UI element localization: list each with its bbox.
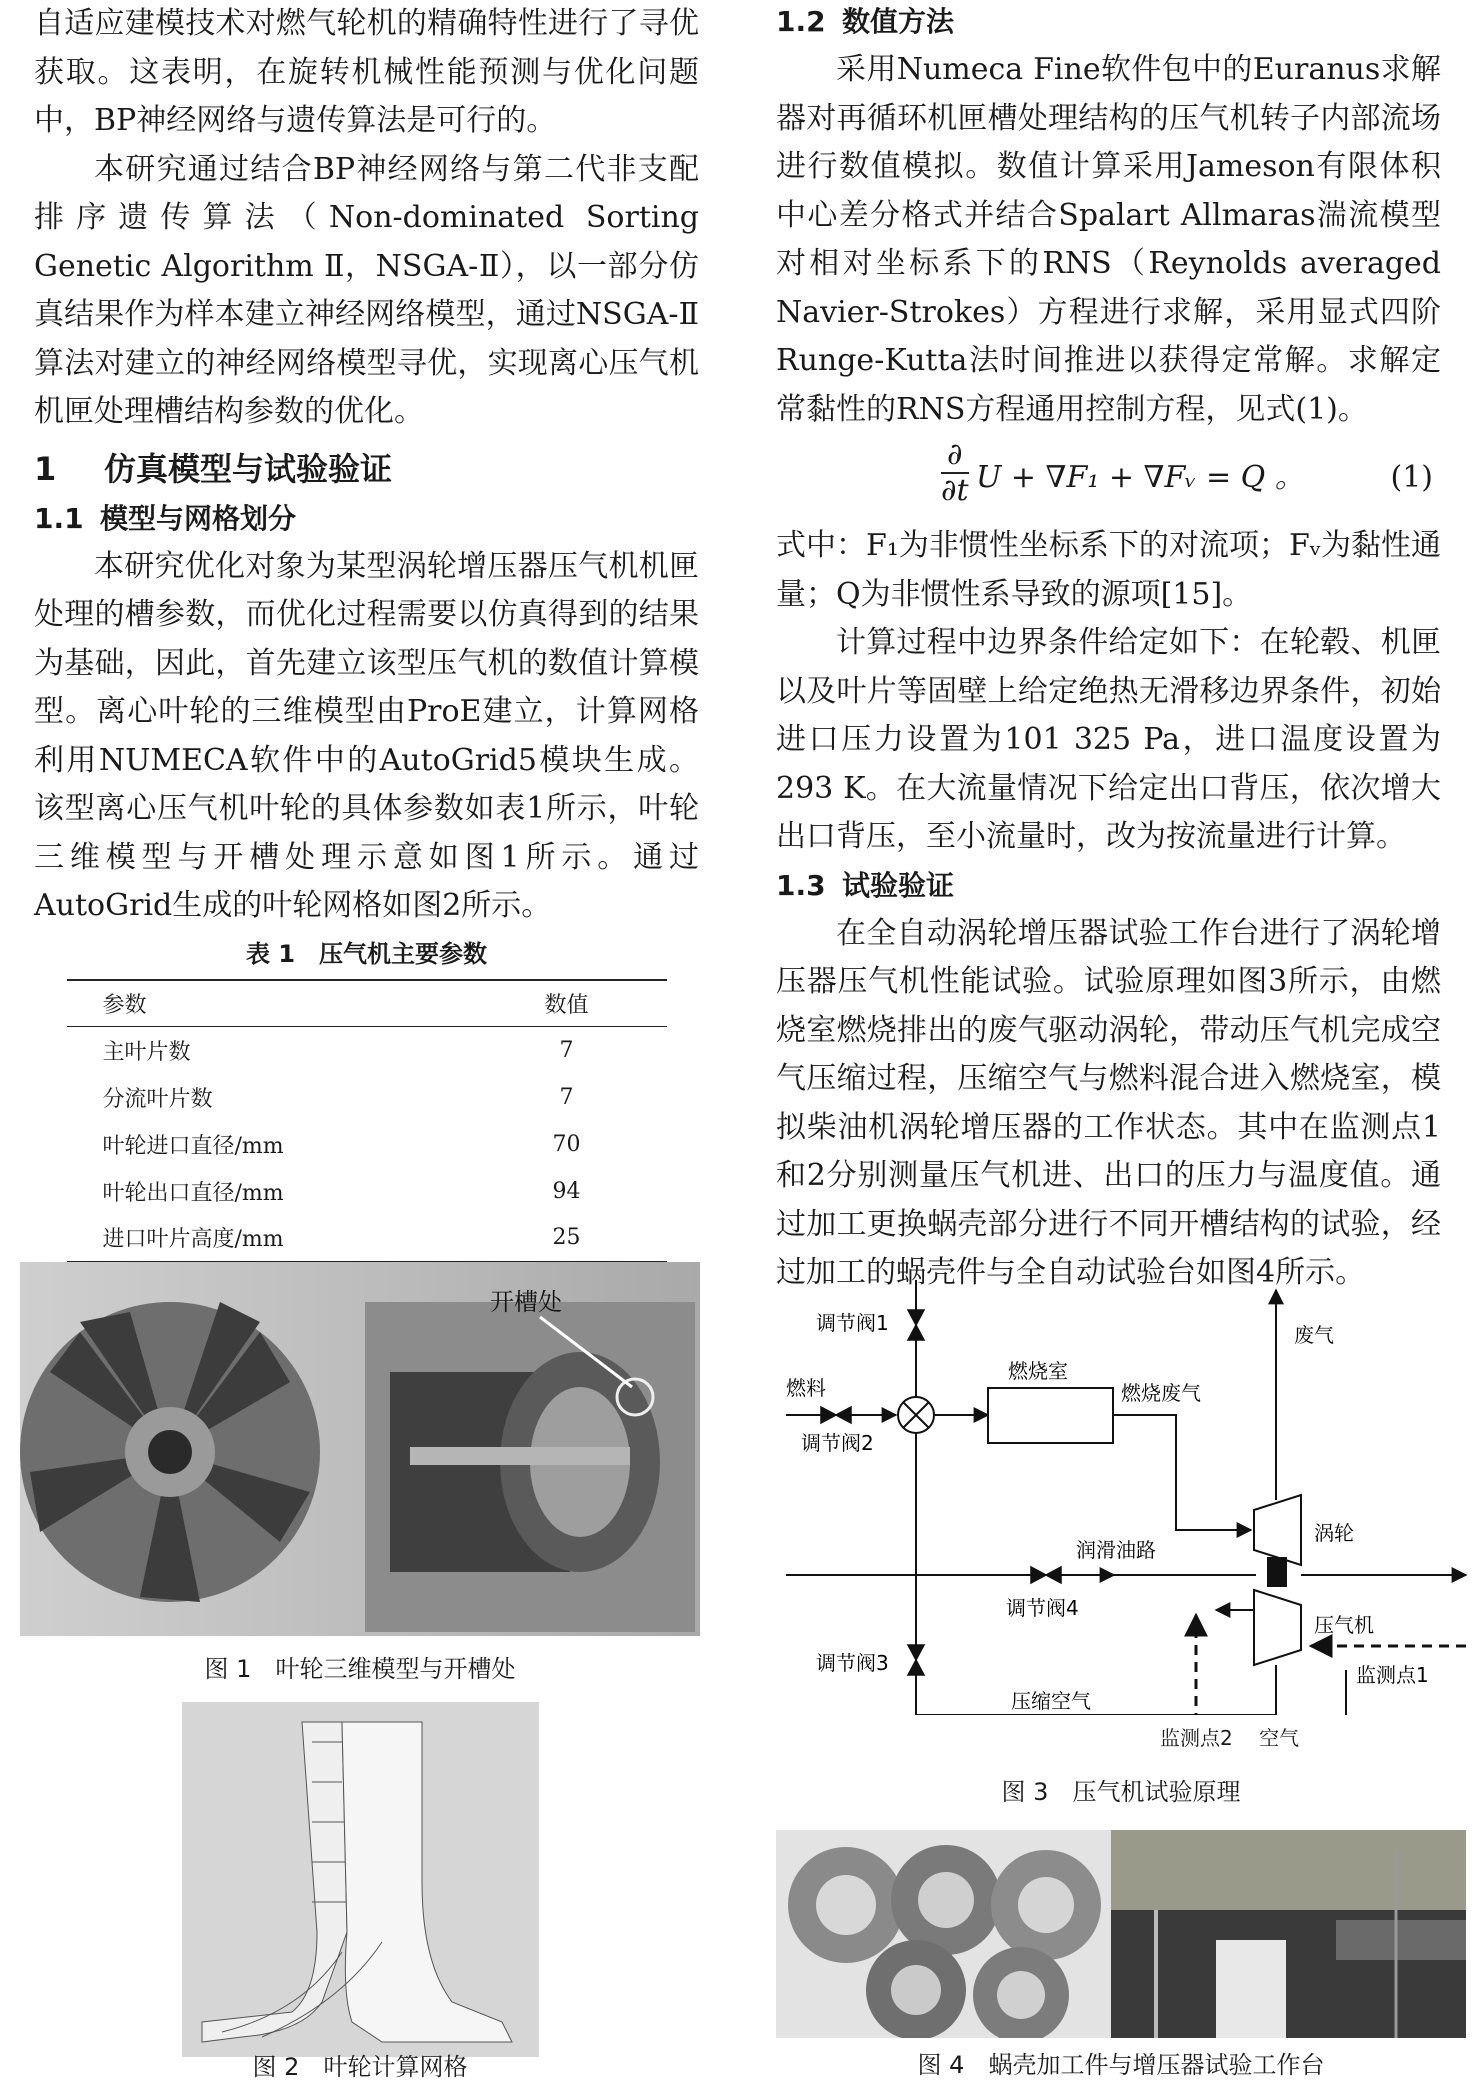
table-cell: 94 xyxy=(552,1178,581,1204)
table-caption: 表 1 压气机主要参数 xyxy=(245,939,488,968)
paragraph-study-summary: 本研究通过结合BP神经网络与第二代非支配排序遗传算法（Non-dominated Sorting Genetic Algorithm Ⅱ，NSGA-Ⅱ），以一部分仿真结果作为样本建立神经网络模型，通过NSGA-Ⅱ算法对建立的神经网络模型寻优，实现离心压气机机匣处理槽结构参数的优化。 xyxy=(34,151,699,429)
figure-3-caption: 图 3 压气机试验原理 xyxy=(1001,1778,1241,1806)
subsection-title: 模型与网格划分 xyxy=(100,501,297,535)
subsection-heading-1-3 xyxy=(776,864,1441,908)
figure-4-svg xyxy=(776,1830,1466,2038)
compressor-housing-icon xyxy=(365,1302,695,1632)
paragraph-equation-terms: 式中：F₁为非惯性坐标系下的对流项；Fᵥ为黏性通量；Q为非惯性系导致的源项[15]。 xyxy=(776,528,1441,612)
table-row xyxy=(67,1074,667,1121)
mesh-icon xyxy=(202,1722,512,2042)
table-cell: 7 xyxy=(559,1037,574,1063)
impeller-icon xyxy=(20,1302,320,1602)
test-bench-icon xyxy=(1111,1830,1466,2038)
figure-2-image xyxy=(182,1702,539,2057)
equation-denominator: ∂t xyxy=(941,473,969,508)
monitor1-label: 监测点1 xyxy=(1356,1663,1429,1687)
table-row xyxy=(67,1215,667,1262)
turbine-label: 涡轮 xyxy=(1314,1521,1354,1545)
table-cell: 进口叶片高度/mm xyxy=(102,1227,284,1252)
paragraph-intro-end: 自适应建模技术对燃气轮机的精确特性进行了寻优获取。这表明，在旋转机械性能预测与优化问题中，BP神经网络与遗传算法是可行的。 xyxy=(34,6,699,138)
figure-1-image xyxy=(20,1262,700,1636)
section-title: 仿真模型与试验验证 xyxy=(104,449,393,488)
figure-4-caption: 图 4 蜗壳加工件与增压器试验工作台 xyxy=(917,2051,1325,2079)
table-header-row xyxy=(67,980,667,1027)
table-cell: 70 xyxy=(552,1131,581,1157)
table-header-param: 参数 xyxy=(102,992,147,1018)
table-row xyxy=(67,1168,667,1215)
compressor-label: 压气机 xyxy=(1314,1613,1374,1637)
equation-partial-fraction xyxy=(941,438,969,508)
table-cell: 25 xyxy=(552,1225,581,1250)
table-cell: 7 xyxy=(559,1084,574,1110)
monitor2-label: 监测点2 xyxy=(1160,1726,1233,1750)
figure-2-svg xyxy=(182,1702,539,2057)
fuel-label: 燃料 xyxy=(786,1376,826,1400)
equation-body: U + ∇F₁ + ∇Fᵥ = Q 。 xyxy=(976,460,1305,495)
table-cell: 叶轮进口直径/mm xyxy=(102,1133,284,1159)
combustor-label: 燃烧室 xyxy=(1008,1359,1068,1383)
paragraph-numerical-method: 采用Numeca Fine软件包中的Euranus求解器对再循环机匣槽处理结构的压气机转子内部流场进行数值模拟。数值计算采用Jameson有限体积中心差分格式并结合Spalart Allmaras湍流模型对相对坐标系下的RNS（Reynolds averaged Navier-Strokes）方程进行求解，采用显式四阶Runge-Kutta法时间推进以获得定常解。求解定常黏性的RNS方程通用控制方程，见式(1)。 xyxy=(776,52,1441,427)
figure-2-caption: 图 2 叶轮计算网格 xyxy=(252,2053,468,2081)
subsection-title: 试验验证 xyxy=(842,868,955,902)
table-header-value: 数值 xyxy=(544,992,589,1018)
equation-1 xyxy=(776,434,1441,522)
table-cell: 主叶片数 xyxy=(102,1039,191,1065)
section-number: 1 xyxy=(34,449,57,488)
table-cell: 叶轮出口直径/mm xyxy=(102,1180,284,1206)
figure-3-diagram xyxy=(776,1270,1476,1715)
paragraph-model: 本研究优化对象为某型涡轮增压器压气机机匣处理的槽参数，而优化过程需要以仿真得到的结果为基础，因此，首先建立该型压气机的数值计算模型。离心叶轮的三维模型由ProE建立，计算网格利用NUMECA软件中的AutoGrid5模块生成。该型离心压气机叶轮的具体参数如表1所示，叶轮三维模型与开槽处理示意如图1所示。通过AutoGrid生成的叶轮网格如图2所示。 xyxy=(34,548,699,923)
right-column xyxy=(776,0,1441,1298)
figure-3-bottom-labels xyxy=(1160,1722,1299,1751)
subsection-heading-1-1 xyxy=(34,497,699,541)
subsection-title: 数值方法 xyxy=(842,5,955,38)
subsection-number: 1.1 xyxy=(34,501,84,535)
table-row xyxy=(67,1027,667,1074)
left-column xyxy=(34,0,699,1263)
valve3-label: 调节阀3 xyxy=(816,1651,889,1675)
figure-1-svg xyxy=(20,1262,700,1636)
table-cell: 分流叶片数 xyxy=(102,1086,213,1112)
exhaust-gas-label: 燃烧废气 xyxy=(1121,1381,1201,1405)
valve1-label: 调节阀1 xyxy=(816,1311,889,1335)
parameters-table xyxy=(67,979,667,1263)
slot-label: 开槽处 xyxy=(490,1288,562,1316)
waste-gas-label: 废气 xyxy=(1294,1323,1334,1347)
valve4-label: 调节阀4 xyxy=(1006,1596,1079,1620)
figure-4-image xyxy=(776,1830,1466,2038)
air-label: 空气 xyxy=(1259,1726,1300,1750)
table-row xyxy=(67,1121,667,1168)
equation-numerator: ∂ xyxy=(941,438,969,474)
subsection-heading-1-2 xyxy=(776,0,1441,44)
paragraph-boundary-conditions: 计算过程中边界条件给定如下：在轮毂、机匣以及叶片等固壁上给定绝热无滑移边界条件，初始进口压力设置为101 325 Pa，进口温度设置为293 K。在大流量情况下给定出口背压，依次增大出口背压，至小流量时，改为按流量进行计算。 xyxy=(776,625,1441,854)
figure-1-caption: 图 1 叶轮三维模型与开槽处 xyxy=(204,1655,516,1683)
section-heading-1 xyxy=(34,447,699,491)
compressed-air-label: 压缩空气 xyxy=(1011,1689,1091,1713)
equation-number: (1) xyxy=(1390,460,1433,495)
subsection-number: 1.3 xyxy=(776,868,826,902)
subsection-number: 1.2 xyxy=(776,5,826,38)
lube-label: 润滑油路 xyxy=(1076,1538,1156,1562)
paragraph-experiment: 在全自动涡轮增压器试验工作台进行了涡轮增压器压气机性能试验。试验原理如图3所示，由燃烧室燃烧排出的废气驱动涡轮，带动压气机完成空气压缩过程，压缩空气与燃料混合进入燃烧室，模拟柴油机涡轮增压器的工作状态。其中在监测点1和2分别测量压气机进、出口的压力与温度值。通过加工更换蜗壳部分进行不同开槽结构的试验，经过加工的蜗壳件与全自动试验台如图4所示。 xyxy=(776,915,1441,1290)
valve2-label: 调节阀2 xyxy=(801,1431,874,1455)
